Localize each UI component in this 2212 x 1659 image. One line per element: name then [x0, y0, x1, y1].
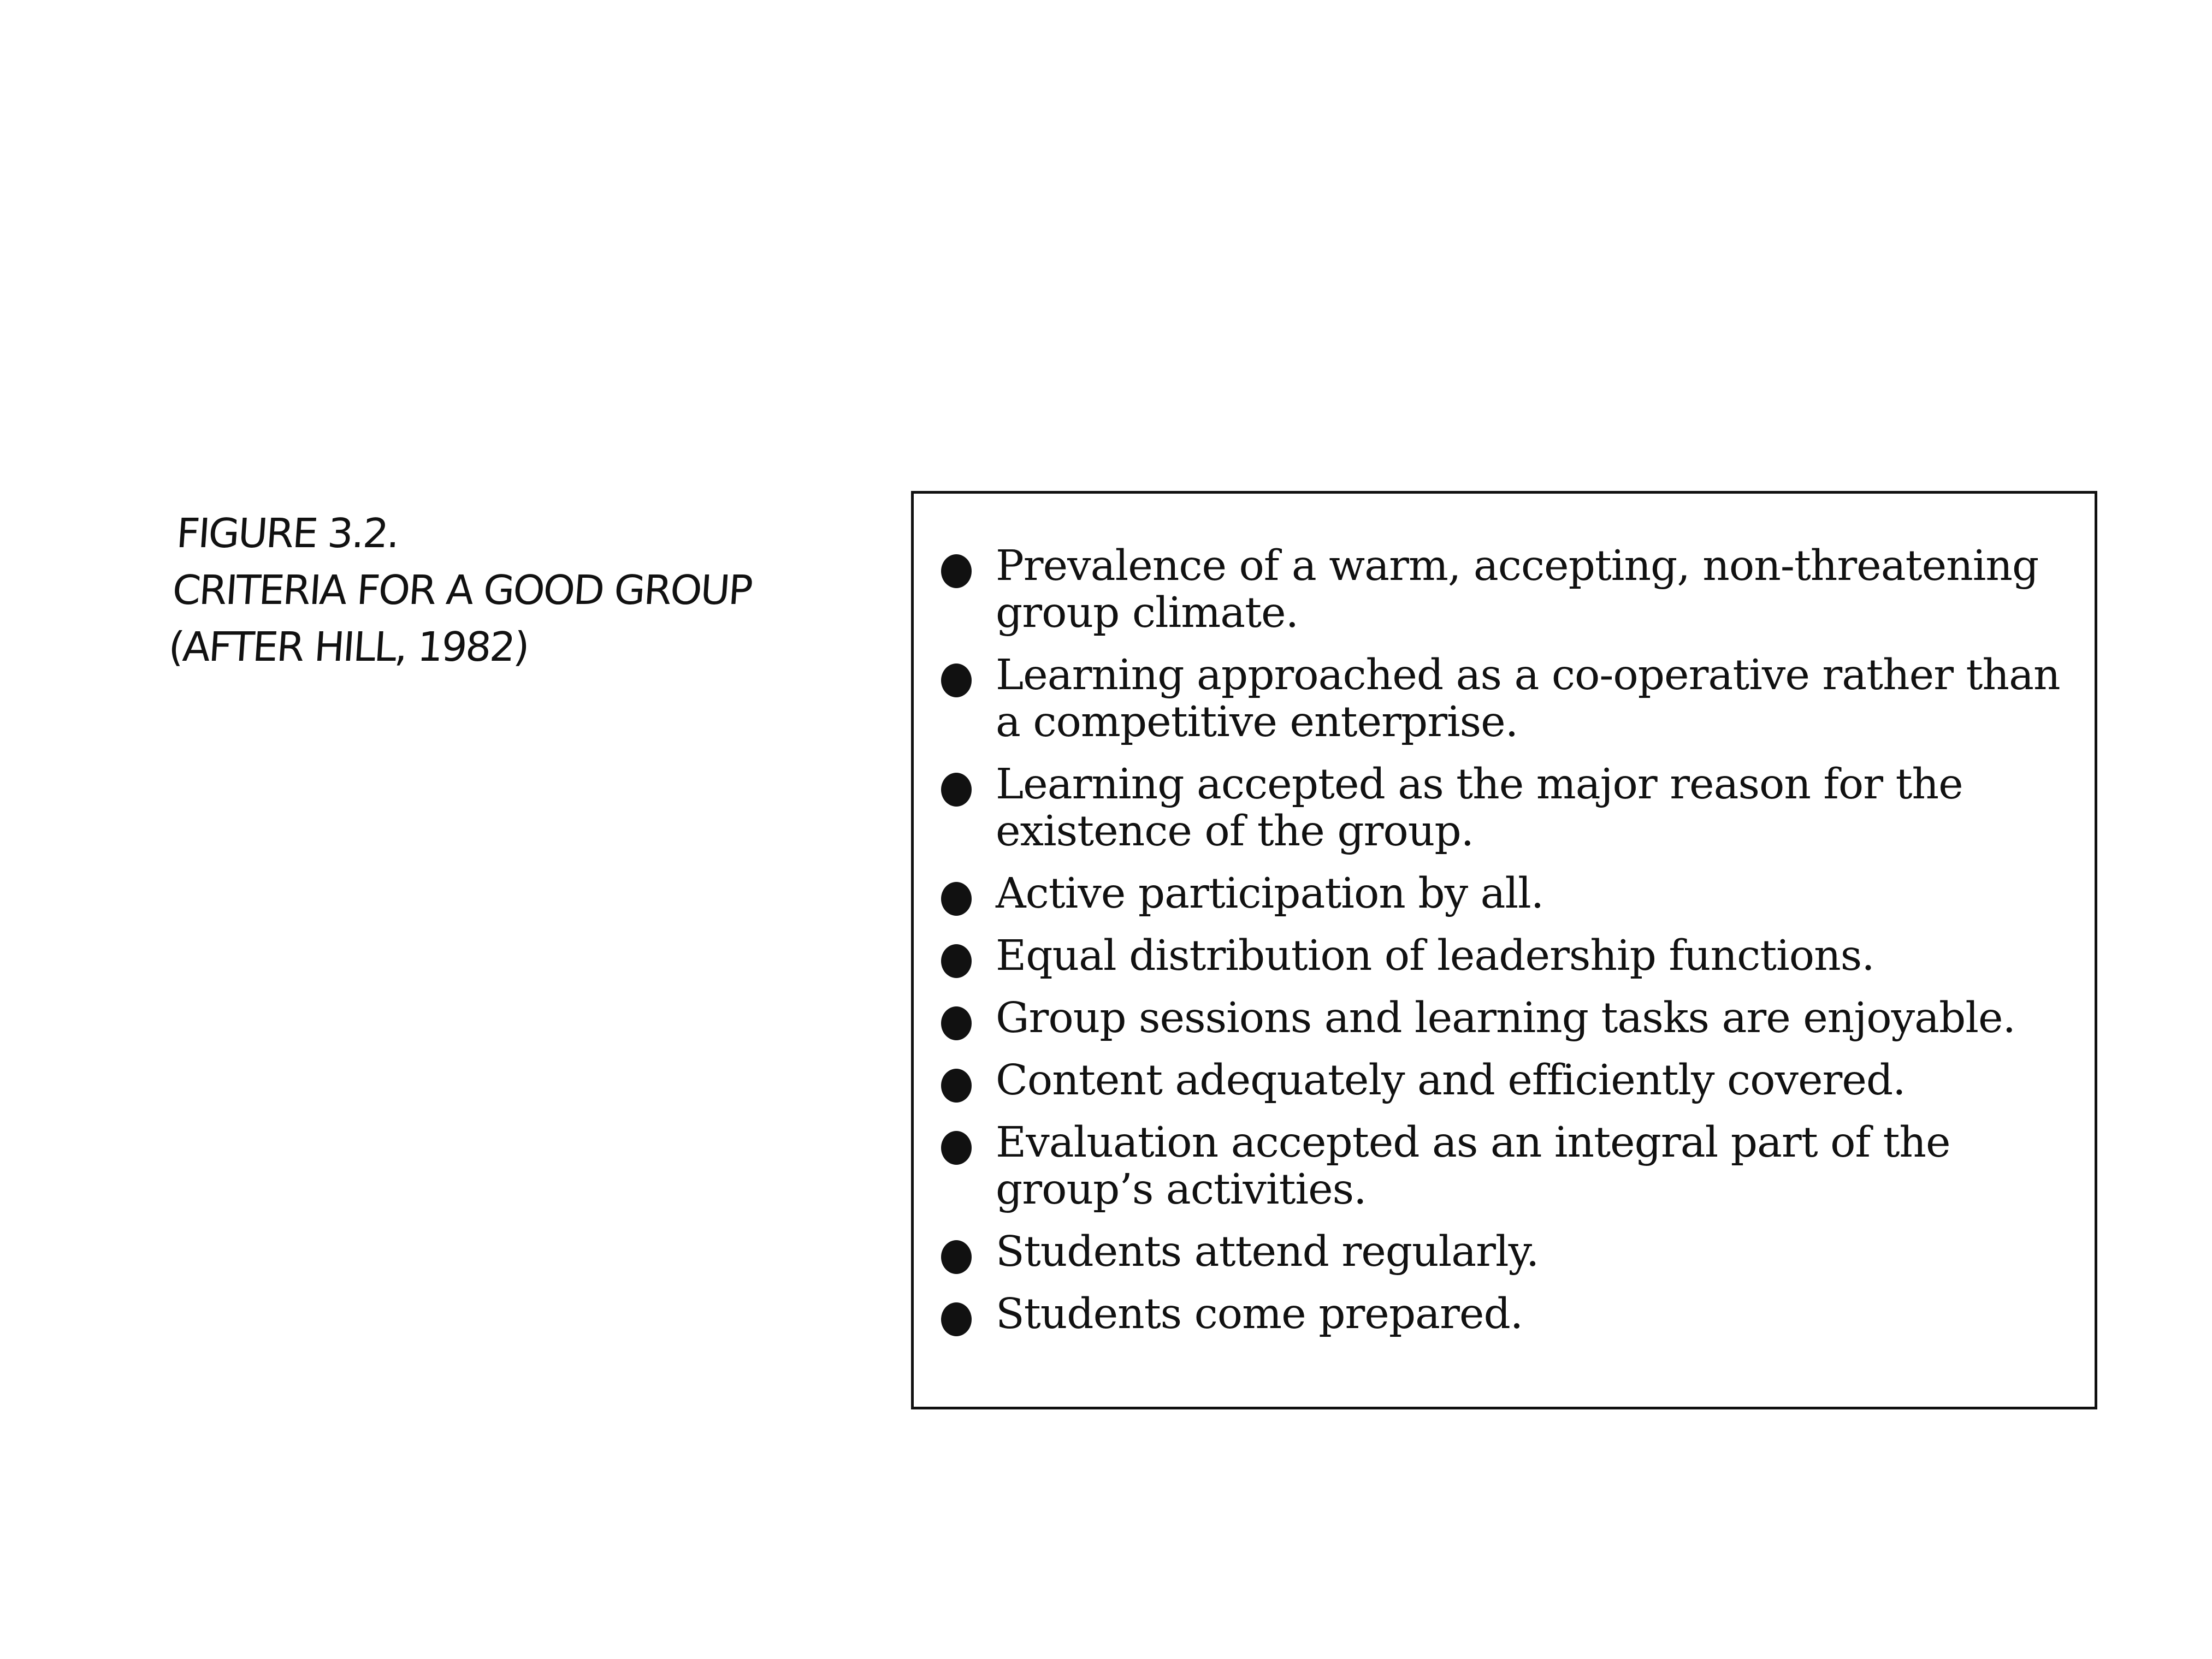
figure-number: FIGURE 3.2. — [175, 510, 400, 557]
criteria-text: Prevalence of a warm, accepting, non-threatening group climate. — [996, 542, 2039, 637]
criteria-text: Students attend regularly. — [996, 1228, 1539, 1276]
criteria-list — [941, 543, 2077, 1353]
criteria-item — [941, 1057, 2077, 1104]
criteria-item — [941, 761, 2077, 855]
bullet-icon — [941, 1240, 972, 1274]
criteria-item — [941, 1119, 2077, 1213]
bullet-icon — [941, 1131, 972, 1165]
bullet-icon — [941, 1069, 972, 1103]
figure-title: CRITERIA FOR A GOOD GROUP — [170, 567, 753, 614]
criteria-text: Content adequately and efficiently covered. — [996, 1056, 1906, 1105]
bullet-icon — [941, 1006, 972, 1040]
criteria-item — [941, 995, 2077, 1042]
criteria-text: Group sessions and learning tasks are enjoyable. — [996, 994, 2015, 1042]
figure-caption — [167, 505, 807, 676]
criteria-item — [941, 543, 2077, 637]
criteria-item — [941, 652, 2077, 746]
criteria-text: Learning approached as a co-operative rather than a competitive enterprise. — [996, 651, 2060, 746]
bullet-icon — [941, 554, 972, 588]
bullet-icon — [941, 773, 972, 807]
criteria-item — [941, 1291, 2077, 1338]
criteria-text: Learning accepted as the major reason for the existence of the group. — [996, 760, 1963, 856]
bullet-icon — [941, 944, 972, 978]
criteria-text: Equal distribution of leadership functions. — [996, 932, 1874, 980]
criteria-item — [941, 1229, 2077, 1276]
criteria-text: Active participation by all. — [996, 869, 1544, 918]
figure-source: (AFTER HILL, 1982) — [167, 624, 530, 671]
bullet-icon — [941, 1302, 972, 1336]
criteria-text: Students come prepared. — [996, 1290, 1523, 1338]
criteria-item — [941, 933, 2077, 980]
criteria-box — [911, 491, 2097, 1409]
bullet-icon — [941, 663, 972, 697]
criteria-item — [941, 870, 2077, 917]
criteria-text: Evaluation accepted as an integral part of the group’s activities. — [996, 1118, 1950, 1214]
bullet-icon — [941, 882, 972, 916]
